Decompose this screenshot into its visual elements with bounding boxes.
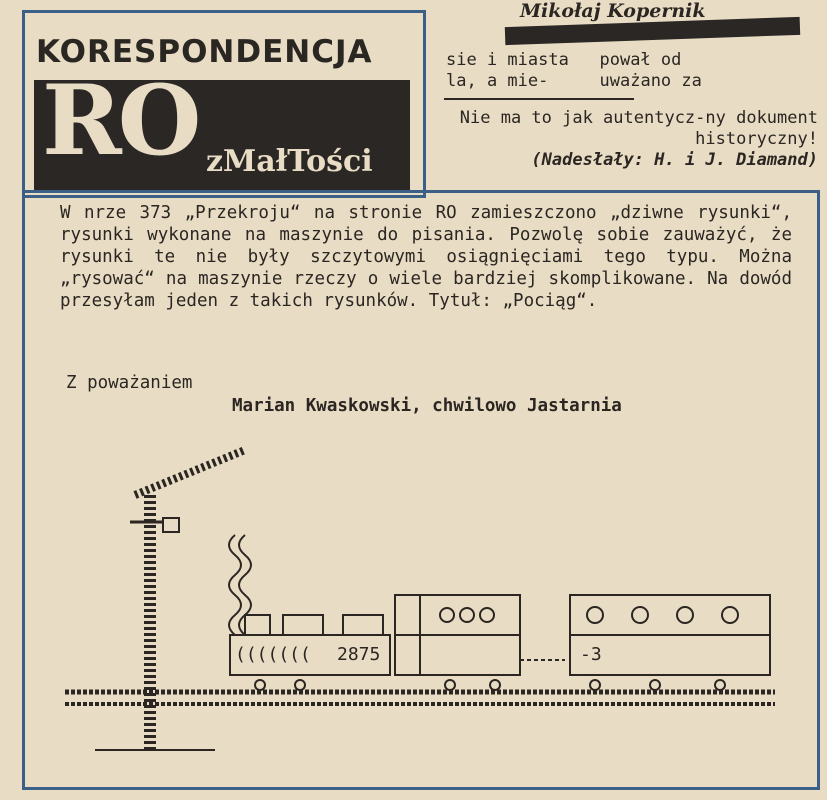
- letter-author: Marian Kwaskowski, chwilowo Jastarnia: [232, 396, 622, 416]
- train: [230, 595, 770, 690]
- previous-text: [446, 50, 816, 92]
- previous-line-2: la, a mie- uważano za: [446, 71, 702, 91]
- section-title: KORESPONDENCJA: [36, 34, 373, 70]
- locomotive-number: 2875: [337, 644, 381, 665]
- locomotive-smoke-text: (((((((: [235, 644, 311, 665]
- credit-text: (Nadesłały: H. i J. Diamand): [531, 150, 818, 170]
- rail-track: [65, 692, 775, 704]
- letter-greeting: Z poważaniem: [66, 373, 193, 393]
- ro-banner: [34, 80, 410, 190]
- closing-text: Nie ma to jak autentycz-ny dokument historyczny!: [459, 108, 818, 149]
- train-drawing: [55, 430, 795, 770]
- letter-paragraph: W nrze 373 „Przekroju“ na stronie RO zamieszczono „dziwne rysunki“, rysunki wykonane na maszynie do pisania. Pozwolę sobie zauważyć, że rysunki te nie były szczytowymi osiągnięciami tego typu. Można „rysować“ na maszynie rzeczy o wiele bardziej skomplikowane. Na dowód przesyłam jeden z takich rysunków. Tytuł: „Pociąg“.: [60, 203, 792, 311]
- underline: [444, 98, 634, 100]
- previous-line-1: sie i miasta pował od: [446, 50, 682, 70]
- letter-body: [60, 202, 792, 312]
- wagon-number: -3: [580, 644, 602, 665]
- previous-closing: [438, 108, 818, 171]
- ro-logo: RO: [42, 80, 198, 177]
- smoke-cloud: [229, 535, 251, 635]
- ro-subtitle: zMałTości: [206, 144, 373, 179]
- previous-signature: Mikołaj Kopernik: [520, 0, 706, 22]
